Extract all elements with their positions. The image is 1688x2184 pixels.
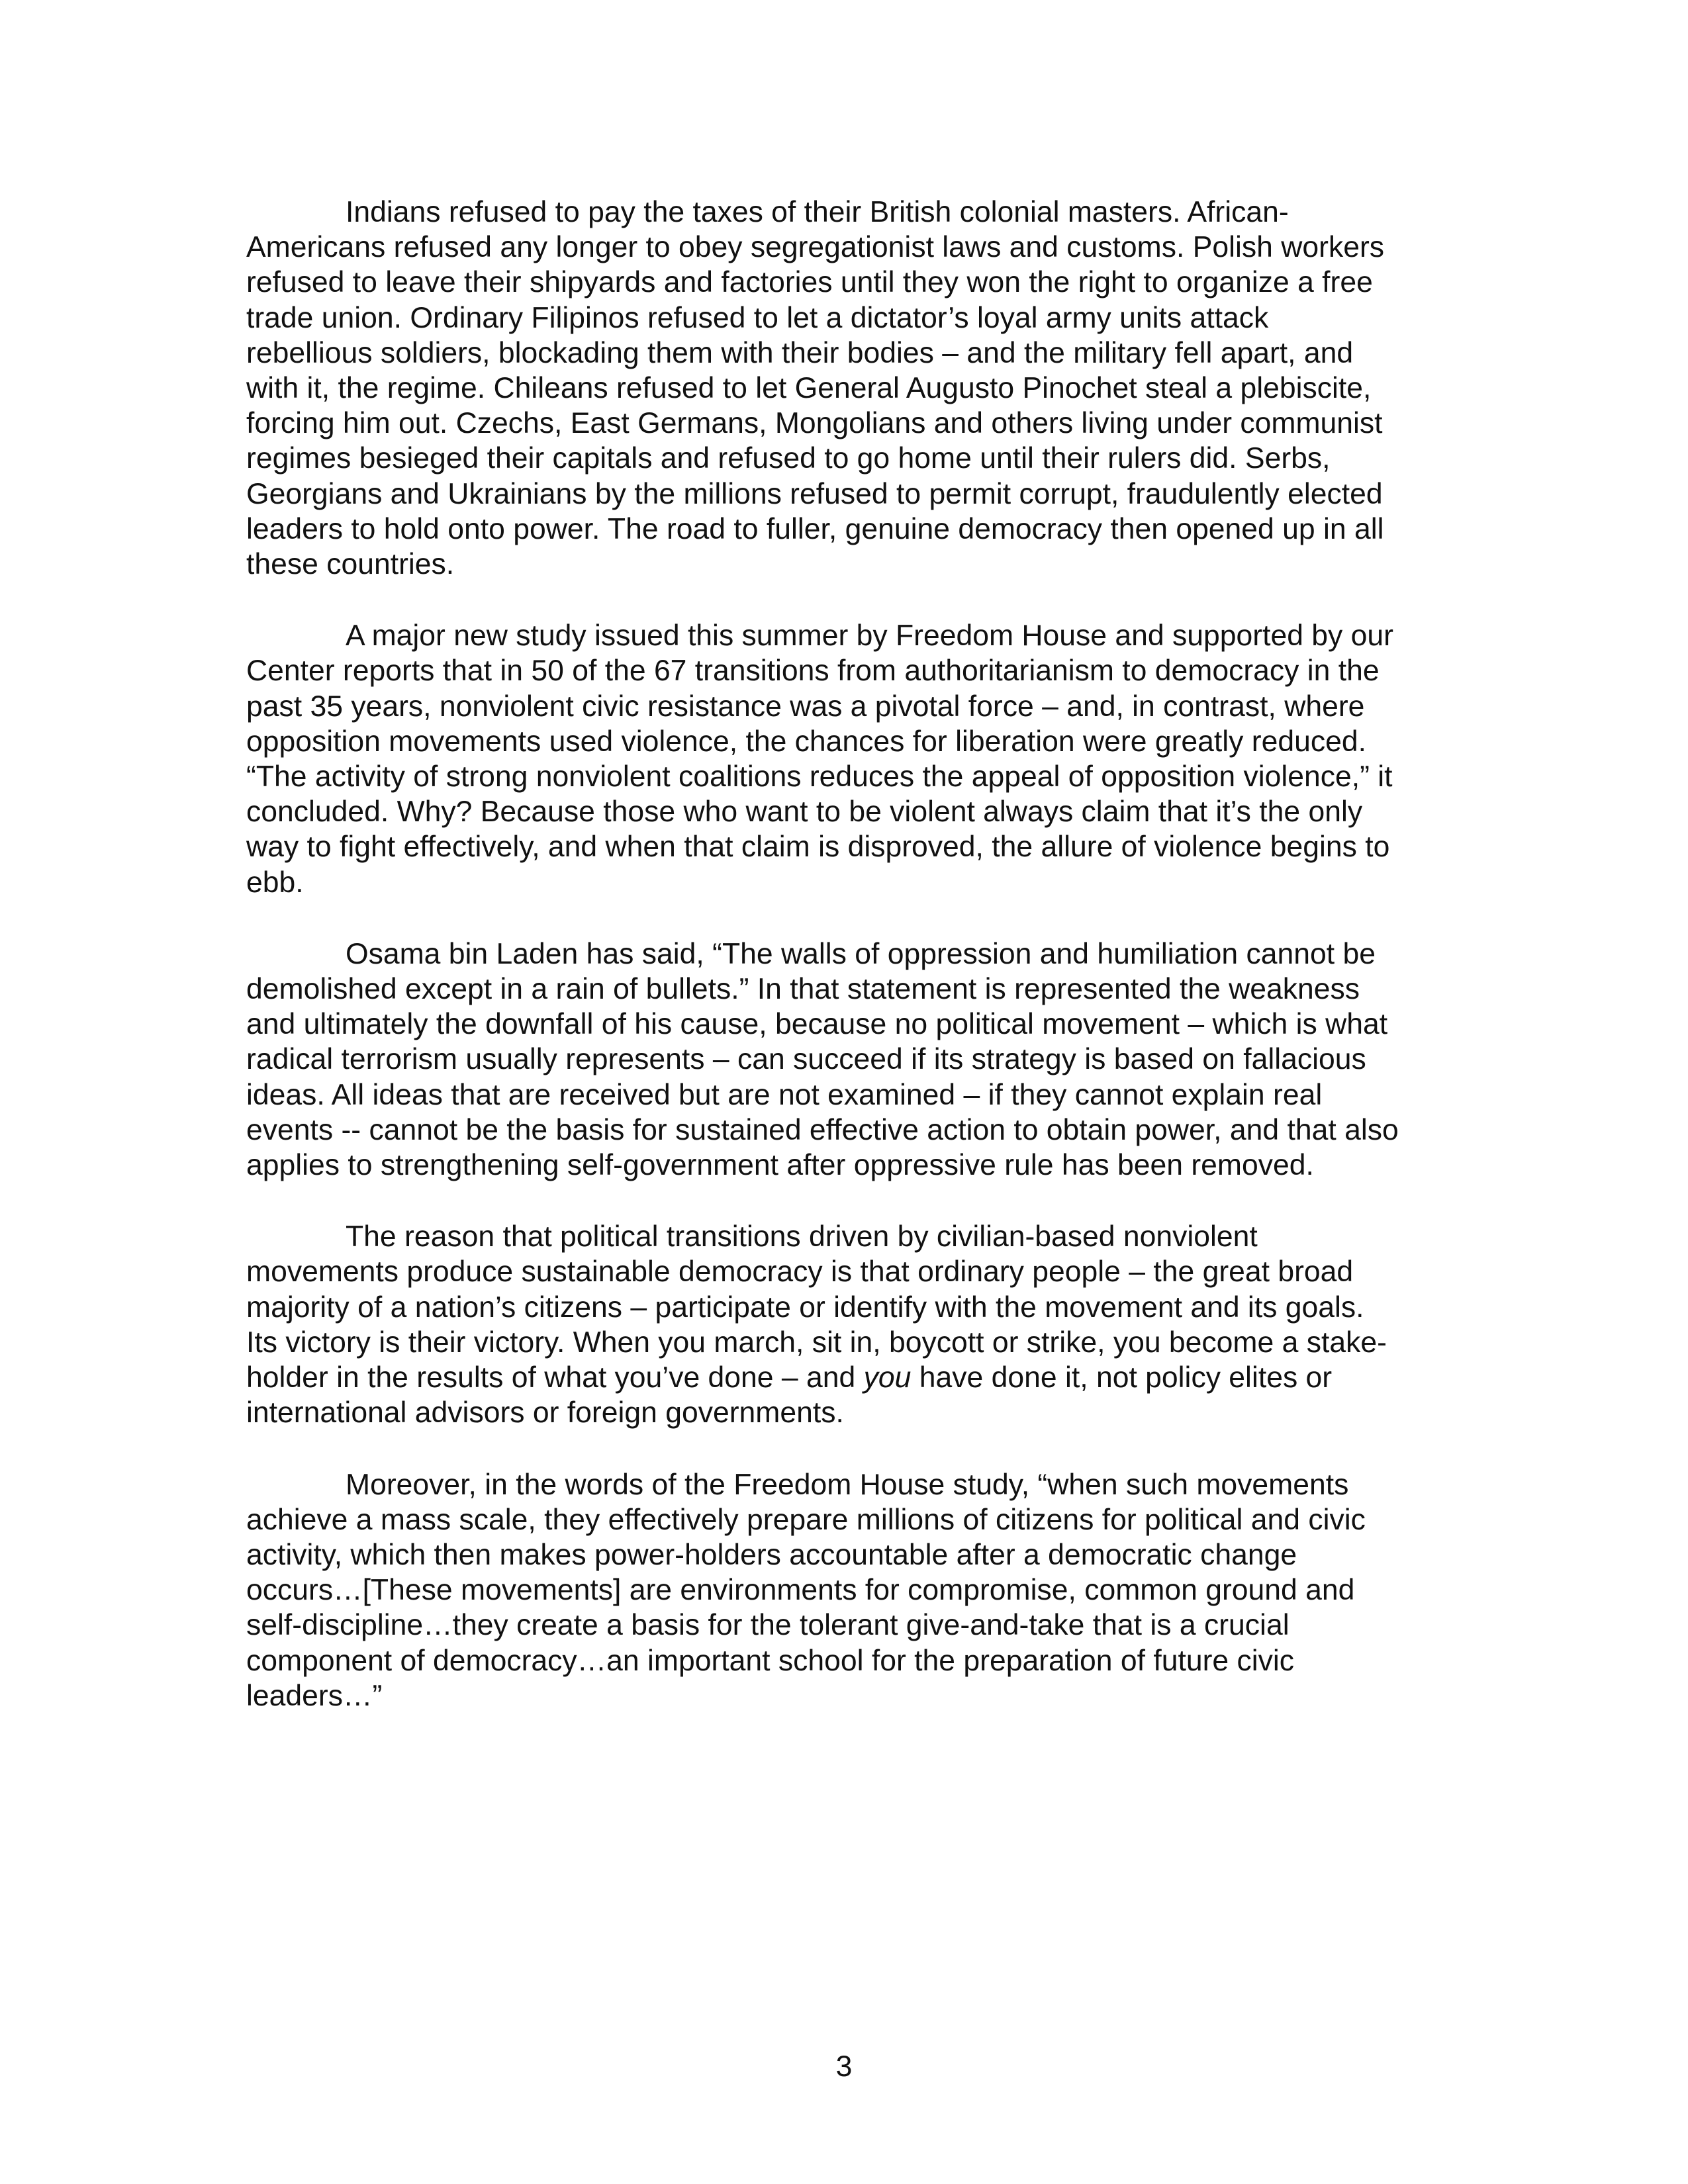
text-segment: majority of a nation’s citizens – participate or identify with the movement and its goals. — [246, 1291, 1364, 1324]
text-line — [246, 1077, 1451, 1113]
text-line — [246, 441, 1451, 476]
paragraph — [246, 195, 1451, 582]
text-segment: activity, which then makes power-holders accountable after a democratic change — [246, 1538, 1297, 1571]
text-segment: Osama bin Laden has said, “The walls of oppression and humiliation cannot be — [346, 937, 1376, 970]
text-line — [246, 477, 1451, 512]
text-line — [246, 618, 1451, 653]
text-line — [246, 1254, 1451, 1289]
text-line — [246, 265, 1451, 300]
text-line — [246, 1572, 1451, 1608]
text-segment: regimes besieged their capitals and refused to go home until their rulers did. Serbs, — [246, 442, 1331, 475]
text-segment: concluded. Why? Because those who want to be violent always claim that it’s the only — [246, 796, 1363, 829]
text-segment: past 35 years, nonviolent civic resistance was a pivotal force – and, in contrast, where — [246, 690, 1365, 723]
text-segment: refused to leave their shipyards and factories until they won the right to organize a free — [246, 266, 1373, 299]
text-line — [246, 689, 1451, 724]
text-line — [246, 829, 1451, 864]
text-segment: Americans refused any longer to obey segregationist laws and customs. Polish workers — [246, 231, 1385, 264]
text-segment: these countries. — [246, 548, 455, 581]
text-segment: Its victory is their victory. When you march, sit in, boycott or strike, you become a stake- — [246, 1326, 1387, 1359]
text-segment: with it, the regime. Chileans refused to let General Augusto Pinochet steal a plebiscite, — [246, 372, 1372, 405]
text-segment: international advisors or foreign governments. — [246, 1396, 844, 1430]
text-line — [246, 936, 1451, 972]
text-segment: Center reports that in 50 of the 67 transitions from authoritarianism to democracy in the — [246, 655, 1380, 688]
text-line — [246, 512, 1451, 547]
text-line — [246, 1219, 1451, 1254]
text-line — [246, 653, 1451, 688]
text-line — [246, 759, 1451, 794]
text-line — [246, 371, 1451, 406]
text-segment: component of democracy…an important school for the preparation of future civic — [246, 1644, 1295, 1677]
paragraph — [246, 618, 1451, 900]
text-line — [246, 1113, 1451, 1148]
text-segment: achieve a mass scale, they effectively prepare millions of citizens for political and civic — [246, 1503, 1366, 1536]
text-segment: Moreover, in the words of the Freedom House study, “when such movements — [346, 1468, 1349, 1501]
text-segment: demolished except in a rain of bullets.” In that statement is represented the weakness — [246, 973, 1360, 1006]
text-line — [246, 300, 1451, 336]
text-segment: self-discipline…they create a basis for the tolerant give-and-take that is a crucial — [246, 1609, 1289, 1642]
paragraph — [246, 1219, 1451, 1430]
text-line — [246, 1502, 1451, 1537]
text-segment: occurs…[These movements] are environments for compromise, common ground and — [246, 1574, 1355, 1607]
text-segment: events -- cannot be the basis for sustained effective action to obtain power, and that also — [246, 1113, 1399, 1146]
text-line — [246, 1325, 1451, 1360]
text-segment: radical terrorism usually represents – can succeed if its strategy is based on fallacious — [246, 1043, 1366, 1076]
paragraph — [246, 936, 1451, 1183]
text-segment: “The activity of strong nonviolent coalitions reduces the appeal of opposition violence,” it — [246, 760, 1393, 794]
text-line — [246, 1360, 1451, 1395]
text-line — [246, 1608, 1451, 1643]
text-line — [246, 1007, 1451, 1042]
text-line — [246, 406, 1451, 441]
text-segment: opposition movements used violence, the chances for liberation were greatly reduced. — [246, 725, 1366, 758]
text-line — [246, 724, 1451, 759]
text-segment: A major new study issued this summer by Freedom House and supported by our — [346, 619, 1393, 653]
text-line — [246, 195, 1451, 230]
text-segment: trade union. Ordinary Filipinos refused to let a dictator’s loyal army units attack — [246, 301, 1269, 334]
text-segment: holder in the results of what you’ve done – and — [246, 1361, 864, 1394]
text-segment: rebellious soldiers, blockading them with their bodies – and the military fell apart, and — [246, 336, 1354, 369]
text-line — [246, 1467, 1451, 1502]
text-segment: have done it, not policy elites or — [911, 1361, 1333, 1394]
italic-text: you — [863, 1361, 912, 1394]
text-segment: movements produce sustainable democracy is that ordinary people – the great broad — [246, 1255, 1354, 1289]
body-text — [246, 195, 1451, 1750]
text-line — [246, 1678, 1451, 1713]
text-segment: way to fight effectively, and when that claim is disproved, the allure of violence begins to — [246, 831, 1390, 864]
text-line — [246, 794, 1451, 829]
text-segment: applies to strengthening self-government after oppressive rule has been removed. — [246, 1149, 1314, 1182]
text-line — [246, 1290, 1451, 1325]
text-line — [246, 1395, 1451, 1430]
text-segment: leaders to hold onto power. The road to fuller, genuine democracy then opened up in all — [246, 512, 1384, 545]
text-line — [246, 865, 1451, 900]
text-line — [246, 1148, 1451, 1183]
text-line — [246, 1042, 1451, 1077]
text-segment: leaders…” — [246, 1679, 383, 1712]
paragraph — [246, 1467, 1451, 1713]
text-line — [246, 230, 1451, 265]
text-line — [246, 972, 1451, 1007]
text-line — [246, 547, 1451, 582]
text-segment: ebb. — [246, 866, 304, 899]
text-segment: and ultimately the downfall of his cause, because no political movement – which is what — [246, 1008, 1388, 1041]
text-line — [246, 336, 1451, 371]
text-line — [246, 1537, 1451, 1572]
text-segment: Georgians and Ukrainians by the millions refused to permit corrupt, fraudulently elected — [246, 477, 1383, 510]
text-segment: The reason that political transitions driven by civilian-based nonviolent — [346, 1220, 1258, 1253]
text-segment: forcing him out. Czechs, East Germans, Mongolians and others living under communist — [246, 407, 1383, 440]
text-segment: Indians refused to pay the taxes of their British colonial masters. African- — [346, 196, 1289, 228]
page-number: 3 — [835, 2050, 853, 2083]
text-line — [246, 1643, 1451, 1678]
text-segment: ideas. All ideas that are received but are not examined – if they cannot explain real — [246, 1078, 1323, 1111]
